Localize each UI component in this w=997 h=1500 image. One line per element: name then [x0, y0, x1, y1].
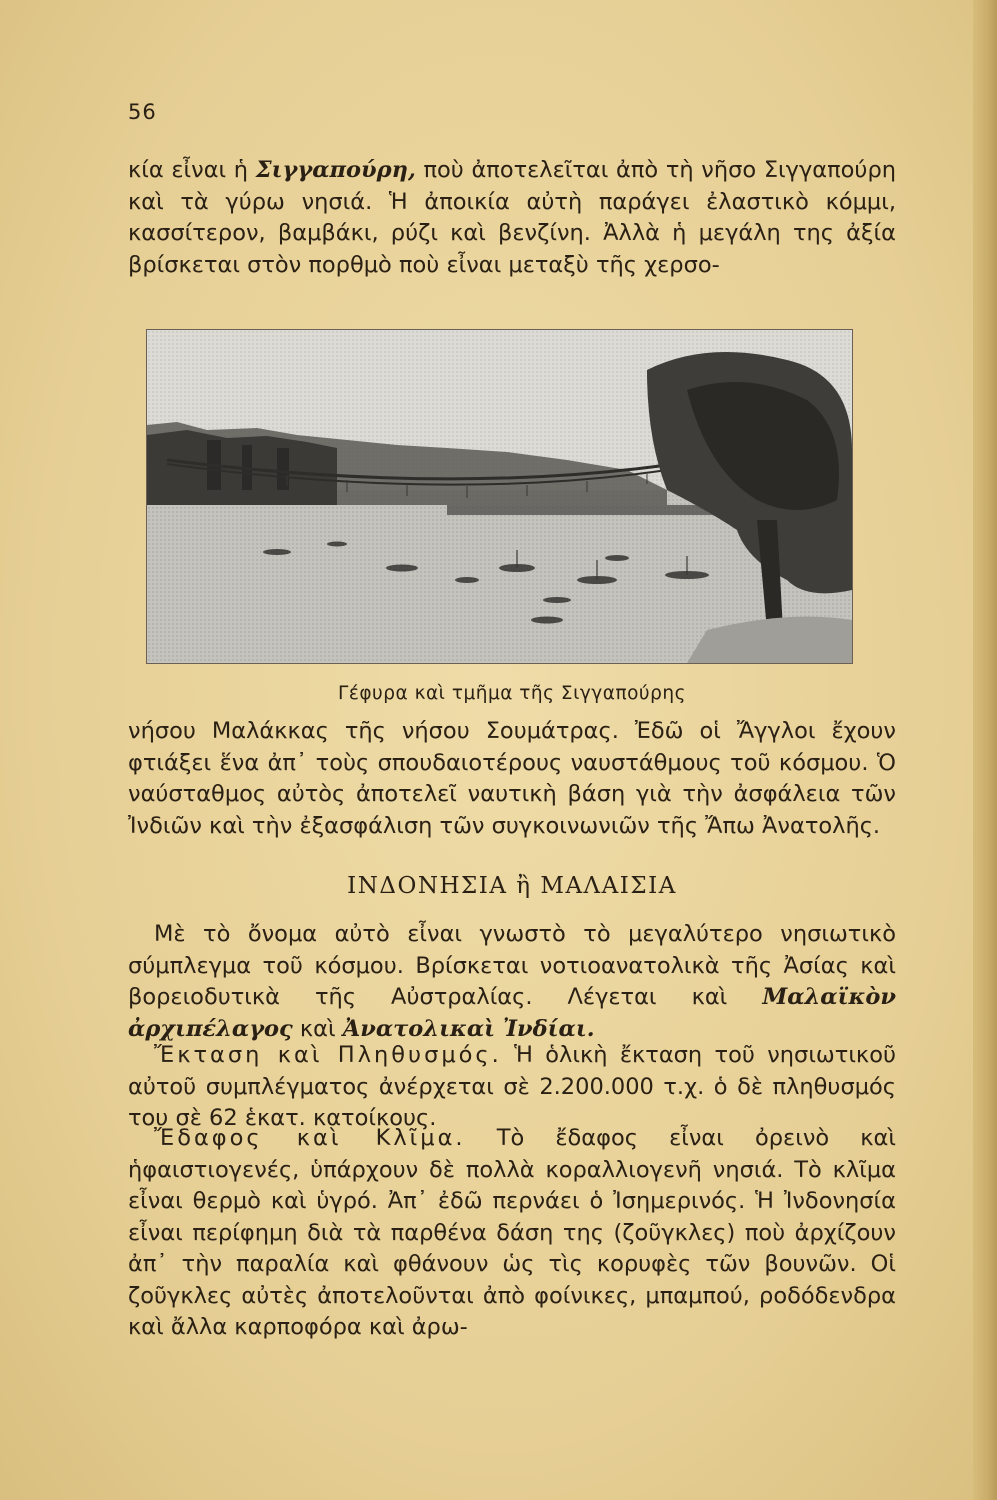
- page-number: 56: [128, 100, 157, 124]
- singapore-bridge-photo: [146, 329, 853, 664]
- paragraph-text: καὶ: [292, 1015, 343, 1042]
- paragraph-area-population: [128, 1040, 896, 1135]
- subheading-terrain-climate: Ἔδαφος καὶ Κλῖμα.: [154, 1125, 466, 1151]
- paragraph-text: κία εἶναι ἡ: [128, 157, 256, 183]
- book-spine-edge: [973, 0, 997, 1500]
- paragraph-terrain-climate: [128, 1123, 896, 1344]
- figure-caption: Γέφυρα καὶ τμῆμα τῆς Σιγγαπούρης: [338, 683, 686, 704]
- paragraph-text: Μὲ τὸ ὄνομα αὐτὸ εἶναι γνωστὸ τὸ μεγαλύτερο νησιωτικὸ σύμπλεγμα τοῦ κόσμου. Βρίσκεται νοτιοανατολικὰ τῆς Ἀσίας καὶ βορειοδυτικὰ τῆς Αὐστραλίας. Λέγεται καὶ: [128, 921, 896, 1010]
- paragraph-singapore: [128, 155, 896, 281]
- paragraph-indonesia-intro: [128, 919, 896, 1045]
- paragraph-text: Τὸ ἔδαφος εἶναι ὀρεινὸ καὶ ἡφαιστιογενές, ὑπάρχουν δὲ πολλὰ κοραλλιογενῆ νησιά. Τὸ κλῖμα εἶναι θερμὸ καὶ ὑγρό. Ἀπ᾿ ἐδῶ περνάει ὁ Ἰσημερινός. Ἡ Ἰνδονησία εἶναι περίφημη διὰ τὰ παρθένα δάση της (ζοῦγκλες) ποὺ ἀρχίζουν ἀπ᾿ τὴν παραλία καὶ φθάνουν ὡς τὶς κορυφὲς τῶν βουνῶν. Οἱ ζοῦγκλες αὐτὲς ἀποτελοῦνται ἀπὸ φοίνικες, μπαμπού, ροδόδενδρα καὶ ἄλλα καρποφόρα καὶ ἀρω-: [128, 1125, 897, 1340]
- paragraph-text: ποὺ ἀποτελεῖται ἀπὸ τὴ νῆσο Σιγγαπούρη καὶ τὰ γύρω νησιά. Ἡ ἀποικία αὐτὴ παράγει ἐλαστικὸ κόμμι, κασσίτερον, βαμβάκι, ρύζι καὶ βενζίνη. Ἀλλὰ ἡ μεγάλη της ἀξία βρίσκεται στὸν πορθμὸ ποὺ εἶναι μεταξὺ τῆς χερσο-: [128, 157, 896, 278]
- paragraph-naval-base: νήσου Μαλάκκας τῆς νήσου Σουμάτρας. Ἐδῶ οἱ Ἄγγλοι ἔχουν φτιάξει ἕνα ἀπ᾿ τοὺς σπουδαιοτέρους ναυστάθμους τοῦ κόσμου. Ὁ ναύσταθμος αὐτὸς ἀποτελεῖ ναυτικὴ βάση γιὰ τὴν ἀσφάλεια τῶν Ἰνδιῶν καὶ τὴν ἐξασφάλιση τῶν συγκοινωνιῶν τῆς Ἄπω Ἀνατολῆς.: [128, 718, 896, 839]
- emphasis-singapore: Σιγγαπούρη,: [255, 157, 416, 183]
- emphasis-malay-archipelago: Μαλαϊκὸν ἀρχιπέλαγος: [128, 984, 896, 1042]
- subheading-area-population: Ἔκταση καὶ Πληθυσμός.: [154, 1042, 502, 1068]
- emphasis-east-indies: Ἀνατολικαὶ Ἰνδίαι.: [342, 1015, 595, 1042]
- paragraph-text: Ἡ ὁλικὴ ἔκταση τοῦ νησιωτικοῦ αὐτοῦ συμπλέγματος ἀνέρχεται σὲ 2.200.000 τ.χ. ὁ δὲ πληθυσμός του σὲ 62 ἑκατ. κατοίκους.: [128, 1042, 896, 1131]
- photo-illustration: [147, 330, 852, 663]
- section-heading: ΙΝΔΟΝΗΣΙΑ ἢ ΜΑΛΑΙΣΙΑ: [347, 873, 677, 899]
